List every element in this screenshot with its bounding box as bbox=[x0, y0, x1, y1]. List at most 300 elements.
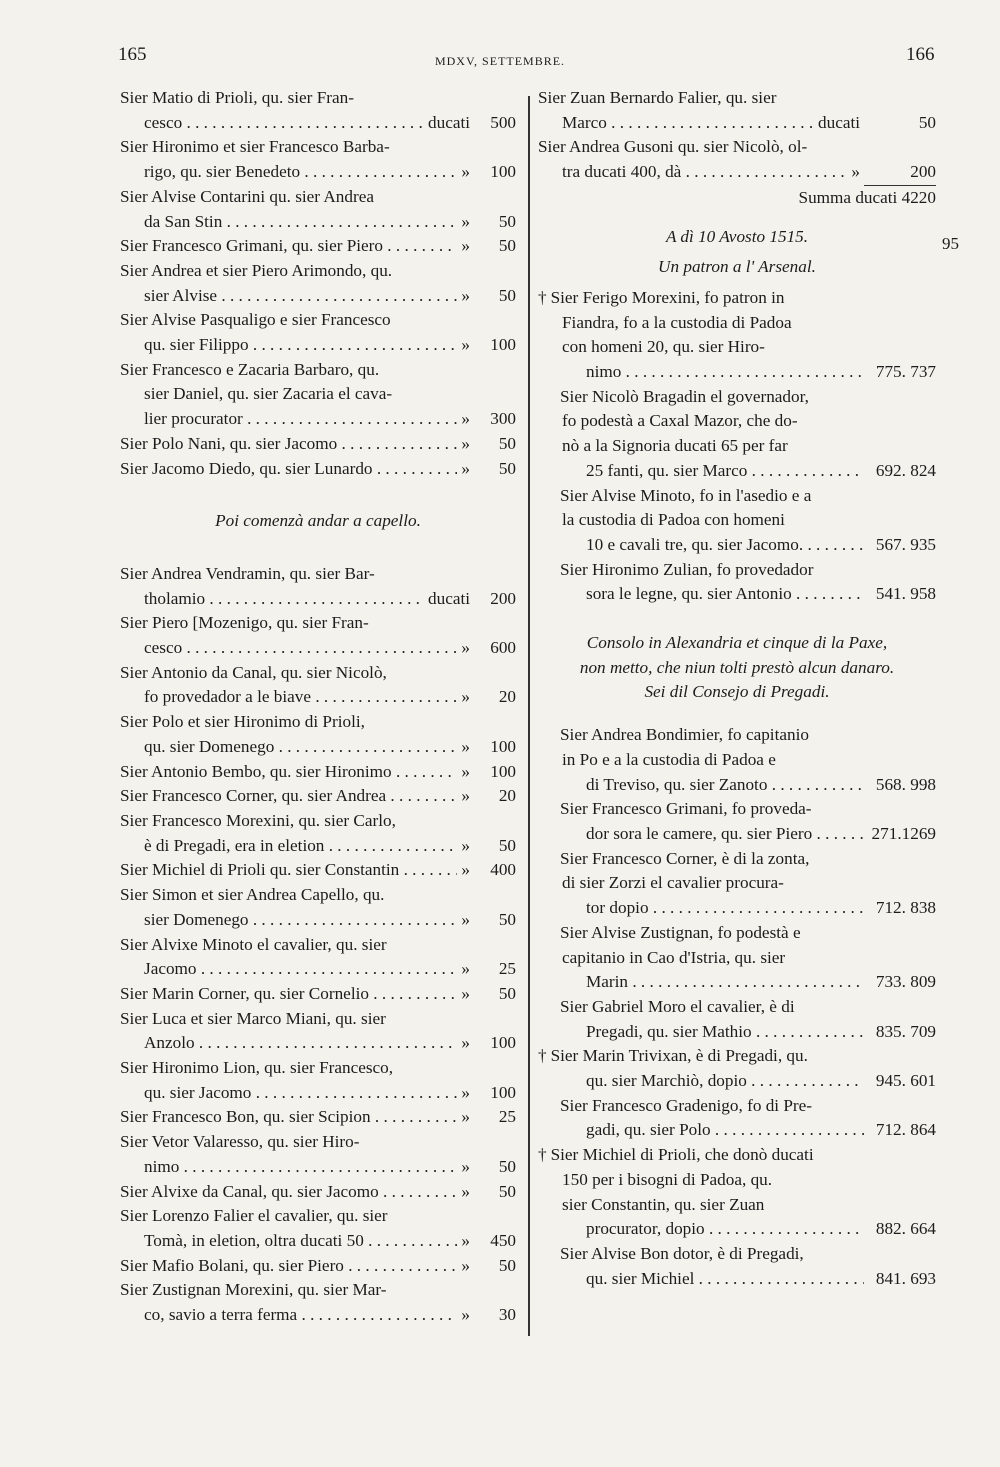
entry-text: Sier Mafio Bolani, qu. sier Piero . . . bbox=[120, 1254, 457, 1279]
entry bbox=[538, 1044, 936, 1093]
entry-last-line bbox=[120, 1155, 516, 1180]
right-list-1 bbox=[538, 86, 936, 186]
entry bbox=[120, 784, 516, 809]
entry-text: Pregadi, qu. sier Mathio . . . bbox=[586, 1020, 864, 1045]
entry-text: Sier Hironimo et sier Francesco Barba- bbox=[120, 137, 390, 157]
entry-line bbox=[538, 871, 936, 896]
entry bbox=[538, 995, 936, 1044]
entry-text: nimo . . . bbox=[586, 360, 864, 385]
entry-amount: 20 bbox=[498, 687, 516, 707]
entry-text: Sier Alvise Minoto, fo in l'asedio e a bbox=[560, 485, 812, 505]
entry-last-line bbox=[538, 1267, 936, 1292]
entry-last-line bbox=[120, 1303, 516, 1328]
entry-amount: 100 bbox=[490, 335, 516, 355]
entry-amount: 50 bbox=[498, 983, 516, 1003]
entry-text: Sier Francesco Gradenigo, fo di Pre- bbox=[560, 1095, 813, 1115]
entry-text: Marin . . . bbox=[586, 970, 864, 995]
entry-text: Sier Polo et sier Hironimo di Prioli, bbox=[120, 712, 365, 732]
entry-text: Sier Vetor Valaresso, qu. sier Hiro- bbox=[120, 1132, 360, 1152]
entry-text: Sier Francesco Grimani, qu. sier Piero . . . bbox=[120, 234, 457, 259]
entry bbox=[538, 797, 936, 846]
right-column bbox=[538, 86, 936, 1291]
entry bbox=[120, 661, 516, 710]
entry bbox=[120, 562, 516, 611]
entry-amount: 50 bbox=[498, 1255, 516, 1275]
entry bbox=[120, 1007, 516, 1056]
consolo-line-2: non metto, che niun tolti prestò alcun danaro. bbox=[579, 657, 895, 677]
entry-text: Sier Alvise Contarini qu. sier Andrea bbox=[120, 186, 374, 206]
entry-text: è di Pregadi, era in eletion . . . bbox=[144, 834, 457, 859]
entry bbox=[538, 385, 936, 484]
entry-last-line bbox=[120, 587, 516, 612]
entry-text: Sier Jacomo Diedo, qu. sier Lunardo . . . bbox=[120, 457, 457, 482]
entry-line bbox=[538, 385, 936, 410]
entry-line bbox=[120, 1130, 516, 1155]
entry-line bbox=[538, 135, 936, 160]
entry-text: gadi, qu. sier Polo . . . bbox=[586, 1118, 864, 1143]
entry bbox=[538, 847, 936, 921]
entry-amount: 500 bbox=[490, 112, 516, 132]
entry-last-line bbox=[120, 284, 516, 309]
entry-line bbox=[120, 135, 516, 160]
entry-amount: 835. 709 bbox=[875, 1021, 936, 1041]
entry-amount: 100 bbox=[490, 761, 516, 781]
entry-amount: 200 bbox=[864, 160, 936, 186]
entry-text: Sier Lorenzo Falier el cavalier, qu. sier bbox=[120, 1206, 388, 1226]
entry-amount: 50 bbox=[498, 458, 516, 478]
entry-line bbox=[538, 921, 936, 946]
entry-line bbox=[538, 847, 936, 872]
patron-title: Un patron a l' Arsenal. bbox=[658, 257, 816, 277]
entry-line bbox=[538, 1168, 936, 1193]
entry-line bbox=[120, 710, 516, 735]
entry-last-line bbox=[538, 1020, 936, 1045]
entry-last-line bbox=[538, 822, 936, 847]
entry bbox=[120, 1278, 516, 1327]
entry-last-line bbox=[120, 957, 516, 982]
entry-text: qu. sier Jacomo . . . bbox=[144, 1081, 457, 1106]
entry-text: Sier Simon et sier Andrea Capello, qu. bbox=[120, 885, 385, 905]
entry-text: Sier Alvixe Minoto el cavalier, qu. sier bbox=[120, 934, 387, 954]
entry-line bbox=[538, 1143, 936, 1168]
entry-text: Sier Zuan Bernardo Falier, qu. sier bbox=[538, 88, 777, 107]
entry-last-line bbox=[538, 970, 936, 995]
entry-line bbox=[538, 1094, 936, 1119]
entry-line bbox=[120, 1278, 516, 1303]
entry bbox=[120, 1056, 516, 1105]
entry-amount: 400 bbox=[490, 860, 516, 880]
entry-text: Tomà, in eletion, oltra ducati 50 . . . bbox=[144, 1229, 457, 1254]
entry bbox=[120, 710, 516, 759]
entry-mark: » bbox=[461, 1255, 470, 1275]
entry-line bbox=[120, 883, 516, 908]
entry-mark: » bbox=[461, 236, 470, 256]
entry-text: Sier Piero [Mozenigo, qu. sier Fran- bbox=[120, 613, 369, 633]
entry-mark: » bbox=[461, 761, 470, 781]
entry-last-line bbox=[538, 533, 936, 558]
entry-text: Sier Alvise Pasqualigo e sier Francesco bbox=[120, 310, 391, 330]
entry-text: qu. sier Filippo . . . bbox=[144, 333, 457, 358]
entry-text: Sier Andrea Bondimier, fo capitanio bbox=[560, 725, 809, 745]
date-title: A dì 10 Avosto 1515. bbox=[665, 226, 809, 246]
entry-text: nimo . . . bbox=[144, 1155, 457, 1180]
entry bbox=[120, 1180, 516, 1205]
entry-last-line bbox=[538, 1069, 936, 1094]
entry-amount: 692. 824 bbox=[875, 460, 936, 480]
entry-mark: » bbox=[461, 162, 470, 182]
entry bbox=[538, 1242, 936, 1291]
entry-last-line bbox=[120, 760, 516, 785]
entry-last-line bbox=[120, 834, 516, 859]
entry-amount: 568. 998 bbox=[875, 774, 936, 794]
entry-amount: 100 bbox=[490, 1033, 516, 1053]
entry bbox=[120, 457, 516, 482]
entry bbox=[120, 611, 516, 660]
entry-last-line bbox=[120, 111, 516, 136]
column-divider bbox=[528, 96, 530, 1336]
entry-last-line bbox=[538, 160, 936, 186]
entry bbox=[120, 86, 516, 135]
entry-text: cesco . . . bbox=[144, 111, 424, 136]
entry-mark: » bbox=[461, 285, 470, 305]
entry-line bbox=[120, 185, 516, 210]
entry-mark: » bbox=[461, 409, 470, 429]
consolo-line-1: Consolo in Alexandria et cinque di la Paxe, bbox=[586, 633, 888, 653]
entry-line bbox=[120, 611, 516, 636]
entry-line bbox=[538, 286, 936, 311]
entry-amount: 541. 958 bbox=[875, 584, 936, 604]
entry-text: Sier Antonio da Canal, qu. sier Nicolò, bbox=[120, 662, 387, 682]
entry-text: Sier Nicolò Bragadin el governador, bbox=[560, 386, 809, 406]
entry-amount: 600 bbox=[490, 638, 516, 658]
entry-text: Sier Zustignan Morexini, qu. sier Mar- bbox=[120, 1280, 387, 1300]
entry-last-line bbox=[120, 160, 516, 185]
entry-last-line bbox=[538, 111, 936, 136]
entry-amount: 100 bbox=[490, 162, 516, 182]
entry bbox=[538, 1094, 936, 1143]
entry-line bbox=[538, 748, 936, 773]
entry-amount: 25 bbox=[498, 959, 516, 979]
entry-mark: » bbox=[461, 458, 470, 478]
entry-amount: 450 bbox=[490, 1230, 516, 1250]
entry-amount: 271.1269 bbox=[871, 823, 936, 843]
page-number-left: 165 bbox=[118, 44, 147, 65]
entry-mark: » bbox=[461, 638, 470, 658]
entry-amount: 50 bbox=[498, 835, 516, 855]
entry-mark: » bbox=[461, 736, 470, 756]
entry-text: Sier Matio di Prioli, qu. sier Fran- bbox=[120, 88, 354, 107]
entry-text: co, savio a terra ferma . . . bbox=[144, 1303, 457, 1328]
entry-last-line bbox=[538, 1118, 936, 1143]
entry-text: 25 fanti, qu. sier Marco . . . bbox=[586, 459, 864, 484]
entry-amount: 50 bbox=[498, 236, 516, 256]
entry-text: sier Daniel, qu. sier Zacaria el cava- bbox=[144, 384, 393, 404]
entry bbox=[120, 432, 516, 457]
entry-line bbox=[538, 508, 936, 533]
dagger-mark: † bbox=[538, 1145, 547, 1165]
left-list-2 bbox=[120, 562, 516, 1328]
entry-text: Sier Antonio Bembo, qu. sier Hironimo . . . bbox=[120, 760, 457, 785]
entry-text: la custodia di Padoa con homeni bbox=[562, 510, 785, 530]
entry-text: sier Domenego . . . bbox=[144, 908, 457, 933]
dagger-mark: † bbox=[538, 1046, 547, 1066]
entry-text: tholamio . . . bbox=[144, 587, 424, 612]
entry-text: Sier Hironimo Zulian, fo provedador bbox=[560, 559, 814, 579]
entry-amount: 567. 935 bbox=[875, 534, 936, 554]
entry-line bbox=[120, 308, 516, 333]
entry-mark: » bbox=[461, 1107, 470, 1127]
entry-text: Sier Francesco Bon, qu. sier Scipion . . . bbox=[120, 1105, 457, 1130]
entry bbox=[538, 558, 936, 607]
entry-last-line bbox=[120, 457, 516, 482]
running-head: MDXV, SETTEMBRE. bbox=[434, 54, 566, 68]
entry-line bbox=[538, 797, 936, 822]
entry-mark: » bbox=[461, 1305, 470, 1325]
entry-amount: 50 bbox=[498, 1181, 516, 1201]
entry-line bbox=[538, 484, 936, 509]
entry bbox=[538, 135, 936, 185]
entry-text: sier Constantin, qu. sier Zuan bbox=[562, 1194, 765, 1214]
entry bbox=[120, 883, 516, 932]
entry-line bbox=[120, 259, 516, 284]
sei-title: Sei dil Consejo di Pregadi. bbox=[644, 682, 830, 702]
entry-text: con homeni 20, qu. sier Hiro- bbox=[562, 337, 765, 357]
entry-mark: ducati bbox=[428, 588, 470, 608]
entry bbox=[538, 921, 936, 995]
entry-line bbox=[538, 723, 936, 748]
entry-line bbox=[538, 995, 936, 1020]
entry-amount: 50 bbox=[918, 112, 936, 132]
entry-last-line bbox=[120, 636, 516, 661]
entry-line bbox=[120, 1007, 516, 1032]
entry-last-line bbox=[120, 908, 516, 933]
entry-last-line bbox=[538, 773, 936, 798]
entry-text: Sier Polo Nani, qu. sier Jacomo . . . bbox=[120, 432, 457, 457]
entry-mark: » bbox=[461, 1181, 470, 1201]
entry-amount: 50 bbox=[498, 1156, 516, 1176]
entry-text: rigo, qu. sier Benedeto . . . bbox=[144, 160, 457, 185]
entry-line bbox=[120, 933, 516, 958]
entry-line bbox=[120, 562, 516, 587]
entry-mark: » bbox=[461, 433, 470, 453]
entry bbox=[120, 1130, 516, 1179]
entry-text: Sier Andrea Gusoni qu. sier Nicolò, ol- bbox=[538, 137, 808, 157]
entry-text: Sier Michiel di Prioli qu. sier Constantin . . . bbox=[120, 858, 457, 883]
entry-text: Sier Andrea et sier Piero Arimondo, qu. bbox=[120, 260, 393, 280]
entry-text: dor sora le camere, qu. sier Piero . . . bbox=[586, 822, 864, 847]
entry bbox=[120, 308, 516, 357]
entry-last-line bbox=[120, 685, 516, 710]
entry-last-line bbox=[120, 982, 516, 1007]
entry-text: 10 e cavali tre, qu. sier Jacomo. . . . bbox=[586, 533, 864, 558]
entry-text: Sier Marin Corner, qu. sier Cornelio . . . bbox=[120, 982, 457, 1007]
entry-mark: » bbox=[851, 162, 860, 182]
entry-text: sier Alvise . . . bbox=[144, 284, 457, 309]
entry-text: cesco . . . bbox=[144, 636, 457, 661]
entry bbox=[120, 1105, 516, 1130]
entry bbox=[120, 933, 516, 982]
entry-amount: 50 bbox=[498, 433, 516, 453]
entry-mark: » bbox=[461, 211, 470, 231]
entry-line bbox=[538, 86, 936, 111]
entry bbox=[120, 135, 516, 184]
entry bbox=[120, 234, 516, 259]
entry-text: da San Stin . . . bbox=[144, 210, 457, 235]
entry-amount: 733. 809 bbox=[875, 972, 936, 992]
entry-mark: » bbox=[461, 786, 470, 806]
entry-text: qu. sier Domenego . . . bbox=[144, 735, 457, 760]
entry-last-line bbox=[120, 858, 516, 883]
entry bbox=[120, 1254, 516, 1279]
entry-last-line bbox=[120, 1081, 516, 1106]
entry-last-line bbox=[120, 333, 516, 358]
entry-text: Sier Michiel di Prioli, che donò ducati bbox=[550, 1145, 814, 1165]
entry bbox=[120, 358, 516, 432]
entry-line bbox=[538, 311, 936, 336]
entry-text: di sier Zorzi el cavalier procura- bbox=[562, 873, 784, 893]
entry bbox=[538, 86, 936, 135]
page-number-right: 166 bbox=[906, 44, 935, 65]
entry-text: Sier Luca et sier Marco Miani, qu. sier bbox=[120, 1008, 386, 1028]
entry-line bbox=[120, 382, 516, 407]
entry-line bbox=[538, 1242, 936, 1267]
entry-line bbox=[538, 335, 936, 360]
entry-line bbox=[538, 1044, 936, 1069]
entry-amount: 841. 693 bbox=[875, 1268, 936, 1288]
entry-last-line bbox=[120, 735, 516, 760]
entry-text: Sier Alvixe da Canal, qu. sier Jacomo . . . bbox=[120, 1180, 457, 1205]
entry-line bbox=[538, 558, 936, 583]
dagger-mark: † bbox=[538, 287, 547, 307]
entry bbox=[538, 484, 936, 558]
entry-text: qu. sier Michiel . . . bbox=[586, 1267, 864, 1292]
entry-last-line bbox=[538, 459, 936, 484]
entry-amount: 300 bbox=[490, 409, 516, 429]
entry bbox=[120, 982, 516, 1007]
entry-amount: 25 bbox=[498, 1107, 516, 1127]
entry-text: Sier Andrea Vendramin, qu. sier Bar- bbox=[120, 563, 375, 583]
entry-amount: 100 bbox=[490, 1082, 516, 1102]
right-list-2 bbox=[538, 286, 936, 607]
entry-line bbox=[120, 661, 516, 686]
entry-text: Sier Alvise Zustignan, fo podestà e bbox=[560, 922, 801, 942]
entry-mark: ducati bbox=[818, 112, 860, 132]
entry-text: Sier Francesco Corner, qu. sier Andrea . . . bbox=[120, 784, 457, 809]
entry bbox=[120, 1204, 516, 1253]
entry-text: 150 per i bisogni di Padoa, qu. bbox=[562, 1169, 773, 1189]
entry-amount: 20 bbox=[498, 786, 516, 806]
right-list-3 bbox=[538, 723, 936, 1291]
entry-last-line bbox=[538, 582, 936, 607]
entry-last-line bbox=[120, 1031, 516, 1056]
entry-mark: » bbox=[461, 860, 470, 880]
entry-mark: » bbox=[461, 909, 470, 929]
entry bbox=[538, 1143, 936, 1242]
entry-text: Sier Francesco e Zacaria Barbaro, qu. bbox=[120, 359, 380, 379]
entry-last-line bbox=[120, 1180, 516, 1205]
entry bbox=[538, 286, 936, 385]
entry-text: Fiandra, fo a la custodia di Padoa bbox=[562, 312, 792, 332]
entry-last-line bbox=[120, 407, 516, 432]
entry-line bbox=[538, 409, 936, 434]
entry-text: tra ducati 400, dà . . . bbox=[562, 160, 847, 185]
entry-text: Jacomo . . . bbox=[144, 957, 457, 982]
entry-amount: 712. 864 bbox=[875, 1120, 936, 1140]
entry-text: Sier Hironimo Lion, qu. sier Francesco, bbox=[120, 1058, 394, 1078]
entry-amount: 30 bbox=[498, 1305, 516, 1325]
entry-text: Anzolo . . . bbox=[144, 1031, 457, 1056]
entry-mark: » bbox=[461, 687, 470, 707]
entry-mark: » bbox=[461, 1230, 470, 1250]
entry-amount: 100 bbox=[490, 736, 516, 756]
entry bbox=[120, 809, 516, 858]
entry-last-line bbox=[120, 1105, 516, 1130]
entry bbox=[120, 259, 516, 308]
entry-line bbox=[538, 434, 936, 459]
entry-amount: 945. 601 bbox=[875, 1071, 936, 1091]
entry-last-line bbox=[120, 210, 516, 235]
entry-last-line bbox=[538, 360, 936, 385]
left-list-1 bbox=[120, 86, 516, 481]
margin-number: 95 bbox=[942, 234, 959, 253]
entry-text: Sier Francesco Corner, è di la zonta, bbox=[560, 848, 810, 868]
entry-mark: » bbox=[461, 959, 470, 979]
entry-line bbox=[538, 946, 936, 971]
entry-text: in Po e a la custodia di Padoa e bbox=[562, 749, 776, 769]
left-column bbox=[120, 86, 516, 1328]
entry bbox=[120, 760, 516, 785]
entry-last-line bbox=[120, 1254, 516, 1279]
entry-text: lier procurator . . . bbox=[144, 407, 457, 432]
entry-amount: 50 bbox=[498, 285, 516, 305]
entry-text: sora le legne, qu. sier Antonio . . . bbox=[586, 582, 864, 607]
entry-text: capitanio in Cao d'Istria, qu. sier bbox=[562, 947, 786, 967]
entry-line bbox=[538, 1193, 936, 1218]
entry-text: Sier Alvise Bon dotor, è di Pregadi, bbox=[560, 1243, 804, 1263]
entry-mark: » bbox=[461, 835, 470, 855]
entry-text: Sier Francesco Morexini, qu. sier Carlo, bbox=[120, 810, 396, 830]
entry-mark: » bbox=[461, 1033, 470, 1053]
entry bbox=[120, 185, 516, 234]
entry-text: Sier Ferigo Morexini, fo patron in bbox=[550, 287, 785, 307]
entry-amount: 712. 838 bbox=[875, 898, 936, 918]
entry-mark: » bbox=[461, 983, 470, 1003]
entry bbox=[538, 723, 936, 797]
entry-text: tor dopio . . . bbox=[586, 896, 864, 921]
entry-last-line bbox=[120, 784, 516, 809]
entry-line bbox=[120, 358, 516, 383]
entry-mark: » bbox=[461, 335, 470, 355]
entry-amount: 775. 737 bbox=[875, 362, 936, 382]
entry-text: Marco . . . bbox=[562, 111, 814, 136]
entry-line bbox=[120, 809, 516, 834]
entry-text: fo podestà a Caxal Mazor, che do- bbox=[562, 411, 798, 431]
entry-last-line bbox=[120, 432, 516, 457]
entry-last-line bbox=[538, 896, 936, 921]
entry-text: di Treviso, qu. sier Zanoto . . . bbox=[586, 773, 864, 798]
entry-last-line bbox=[120, 234, 516, 259]
entry-text: Sier Marin Trivixan, è di Pregadi, qu. bbox=[550, 1046, 808, 1066]
entry-text: Sier Francesco Grimani, fo proveda- bbox=[560, 799, 812, 819]
entry-last-line bbox=[120, 1229, 516, 1254]
entry-text: Sier Gabriel Moro el cavalier, è di bbox=[560, 996, 795, 1016]
entry-text: procurator, dopio . . . bbox=[586, 1217, 864, 1242]
entry-amount: 50 bbox=[498, 909, 516, 929]
entry-last-line bbox=[538, 1217, 936, 1242]
entry-text: fo provedador a le biave . . . bbox=[144, 685, 457, 710]
entry-text: nò a la Signoria ducati 65 per far bbox=[562, 436, 788, 456]
entry-amount: 50 bbox=[498, 211, 516, 231]
